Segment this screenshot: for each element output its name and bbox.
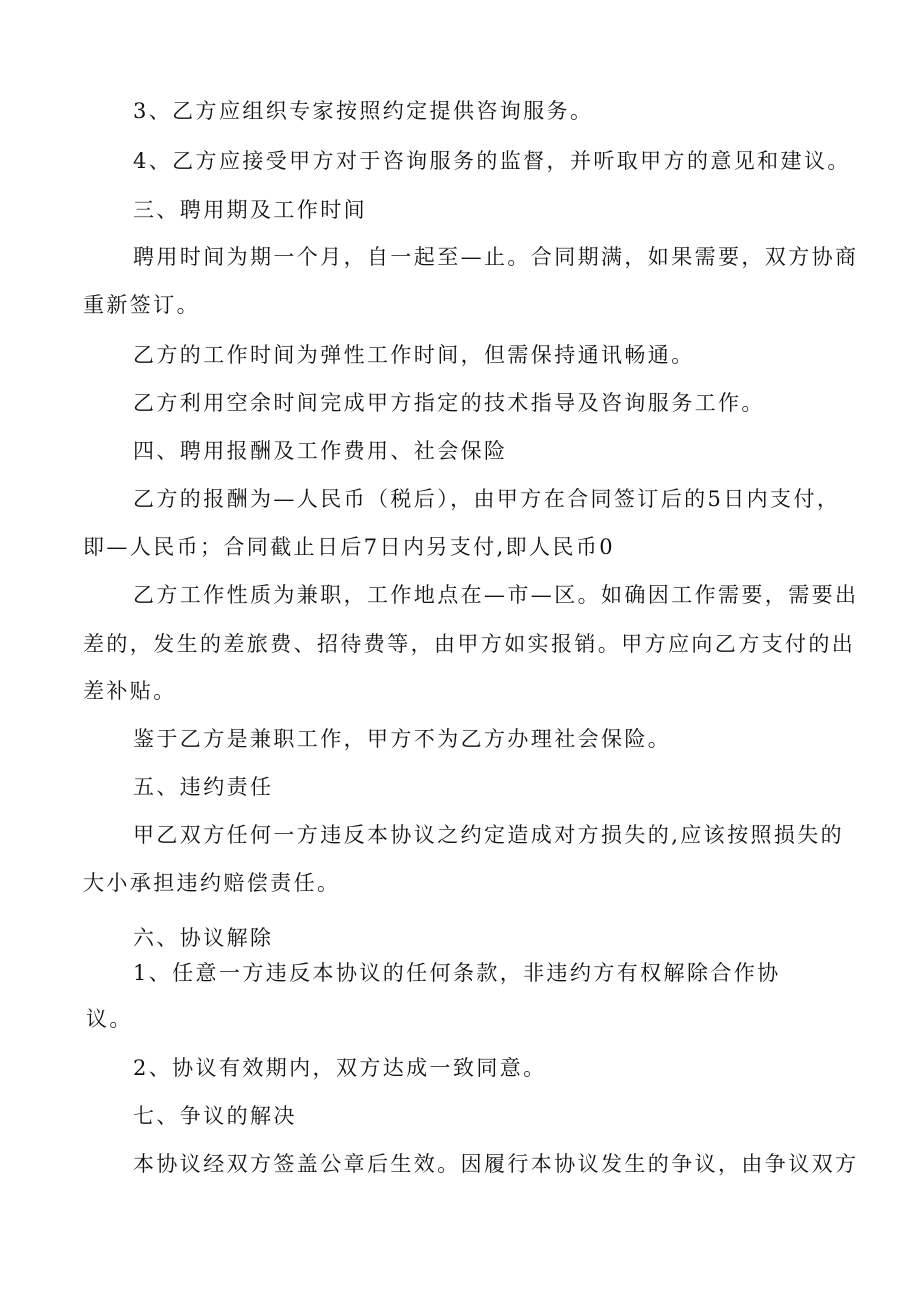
paragraph-line: 差的，发生的差旅费、招待费等，由甲方如实报销。甲方应向乙方支付的出 <box>83 632 856 656</box>
paragraph-line: 乙方利用空余时间完成甲方指定的技术指导及咨询服务工作。 <box>133 391 765 415</box>
clause-3-text: 3、乙方应组织专家按照约定提供咨询服务。 <box>133 99 594 123</box>
paragraph-line: 1、任意一方违反本协议的任何条款，非违约方有权解除合作协 <box>133 961 781 985</box>
paragraph-line: 聘用时间为期一个月，自一起至—止。合同期满，如果需要，双方协商 <box>133 245 859 269</box>
section-4-heading: 四、聘用报酬及工作费用、社会保险 <box>133 439 508 463</box>
paragraph-line: 乙方的报酬为—人民币（税后），由甲方在合同签订后的5日内支付， <box>133 487 841 511</box>
paragraph-line: 2、协议有效期内，双方达成一致同意。 <box>133 1056 547 1080</box>
section-3-heading: 三、聘用期及工作时间 <box>133 198 367 222</box>
section-5-heading: 五、违约责任 <box>133 775 274 799</box>
paragraph-line: 议。 <box>86 1007 133 1031</box>
paragraph-line: 鉴于乙方是兼职工作，甲方不为乙方办理社会保险。 <box>133 727 672 751</box>
paragraph-line: 即—人民币；合同截止日后7日内另支付,即人民币0 <box>83 535 615 559</box>
paragraph-line: 乙方的工作时间为弹性工作时间，但需保持通讯畅通。 <box>133 343 695 367</box>
section-6-heading: 六、协议解除 <box>133 926 274 950</box>
paragraph-line: 大小承担违约赔偿责任。 <box>83 871 341 895</box>
paragraph-line: 本协议经双方签盖公章后生效。因履行本协议发生的争议，由争议双方 <box>133 1152 859 1176</box>
paragraph-line: 甲乙双方任何一方违反本协议之约定造成对方损失的,应该按照损失的 <box>133 823 845 847</box>
paragraph-line: 差补贴。 <box>83 679 177 703</box>
paragraph-line: 重新签订。 <box>83 293 200 317</box>
section-7-heading: 七、争议的解决 <box>133 1104 297 1128</box>
paragraph-line: 乙方工作性质为兼职，工作地点在—市—区。如确因工作需要，需要出 <box>133 583 859 607</box>
clause-4-text: 4、乙方应接受甲方对于咨询服务的监督，并听取甲方的意见和建议。 <box>133 149 851 173</box>
